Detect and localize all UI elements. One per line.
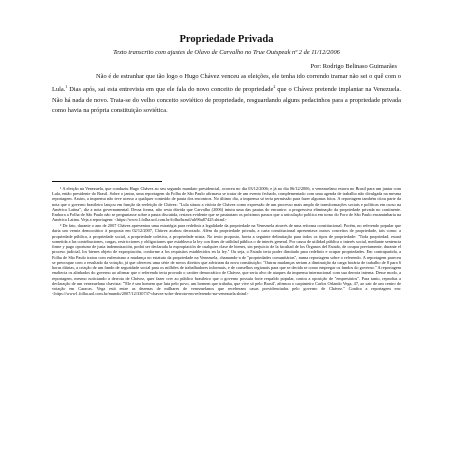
footnote-separator — [52, 181, 162, 182]
footnote-2: ² De fato, durante o ano de 2007 Chávez apresentou uma estratégia para redefinir a legalidade da propriedade na Venezuela através de uma reforma constitucional. Porém, no referendo popular que daria um verniz democrático à proposta em 02/12/2007, Chávez acabou derrotado. Além da propriedade privada, a carta constitucional apresentava outros conceitos de propriedade, tais como: a propriedade pública, a propriedade social, a propriedade coletiva, a propriedade mista. No texto proposto, havia a seguinte delimitação para todos os tipos de propriedade: "Toda propriedad, estará sometida a las contribuciones, cargas, restricciones y obligaciones que establezca la ley con fines de utilidad pública o de interés general. Por causa de utilidad pública o interés social, mediante sentencia firme y pago oportuno de justa indemnización, podrá ser declarada la expropiación de cualquier clase de bienes, sin perjuicio de la facultad de los Órganos del Estado, de ocupar previamente, durante el proceso judicial, los bienes objeto de expropiación, conforme a los requisitos establecidos en la ley." Ou seja, o Estado teria poder ilimitado para redefinir e ocupar propriedades. Em contrapartida, a Folha de São Paulo tratou com eufemismo a mudança no estatuto da propriedade na Venezuela, chamando-a de "propriedades comunitárias", numa reportagem sobre o referendo. A reportagem pareceu se preocupar com o resultado da votação, já que ofereceu uma série de novos direitos que adviriam da nova constituição: "Outras mudanças seriam a diminuição da carga horária de trabalho de 8 para 6 horas diárias, a criação de um fundo de seguridade social para os milhões de trabalhadores informais, e de conselhos regionais para que se decida se como empregar os fundos do governo." A reportagem enaltecia os alinhados do governo ao afirmar que o referendo teria provado o caráter democrático de Chávez, que seria alvo de ataques da imprensa internacional com sua derrota interna. Desse modo, a reportagem, mesmo noticiando a derrota de Chávez, quer fazer crer ao público brasileiro que o governo possuía forte respaldo popular, contra a oposição de "empresários". Para tanto, reproduz a declaração de um venezuelano chavista: "'Ele é um homem que luta pelo povo, um homem que trabaha, que vive só pelo Brasil', afirmou o carpinteiro Carlos Orlando Vega, 47, ao sair de um centro de votação em Caracas. Vega está entre as dezenas de milhares de venezuelanos que receberam casas providenciadas pelo governo de Chávez." Confira a reportagem em: <https://www1.folha.uol.com.br/mundo/2007/12/330737-chavez-sofre-derrota-em-referendo-na-venezuela.shtml> — [52, 223, 401, 297]
footnote-ref-1[interactable]: 1 — [65, 84, 68, 90]
paragraph-text-part1: Não é de estranhar que tão logo o Hugo Chávez venceu as eleições, ele tenha ido correndo tramar não sei o quê com o Lula. — [52, 73, 401, 94]
paragraph-text-part3: que o Chávez pretende implantar na Venezuela. Não há nada de novo. Trata-se do velho conceito soviético de propriedade, resguardando alguns pedacinhos para a propriedade privada como havia na própria constituição soviética. — [52, 86, 401, 115]
paragraph-text-part2: Dias após, sai esta entrevista em que ele fala do novo conceito de propriedade — [67, 86, 274, 94]
author-line: Por: Rodrigo Belinaso Guimarães — [310, 63, 397, 70]
footnote-1: ¹ A eleição na Venezuela, que conduziu Hugo Chávez ao seu segundo mandato presidencial, ocorreu no dia 03/12/2006; e já no dia 06/12/2006, o venezuelano estava no Brasil para um jantar com Lula, então presidente do Brasil. Sobre o jantar, uma reportagem da Folha de São Paulo afirmava se tratar de um evento fechado, complementado com uma agenda de trabalho não divulgada na mesma reportagem. Assim, a imprensa não teve acesso a qualquer conteúdo de pauta dos encontros. No último dia, a imprensa só teria permissão para fazer algumas fotos. A reportagem também citou parte da nota que o governo brasileiro lançou em função da reeleição de Chávez: "Lula situou a vitória de Chávez como expressão de um processo mais amplo de transformações sociais e políticas em curso na América Latina", diz a nota governamental. Dessa forma, não resta dúvida que Carvalho (2006) intuiu uma das pautas do encontro: a progressiva eliminação da propriedade privada no continente. Embora a Folha de São Paulo não se perguntasse sobre a pauta discutida, restava evidente que se pautariam os próximos passos que a articulação política em torno do Foro de São Paulo encaminharia na América Latina. Veja a reportagem: <https://www1.folha.uol.com.br/folha/brasil/ult96u87425.shtml> — [52, 185, 401, 223]
body-paragraph — [52, 72, 401, 117]
document-title: Propriedade Privada — [179, 34, 274, 45]
document-subtitle: Texto transcrito com ajustes de Olavo de Carvalho no True Outspeak nº 2 de 11/12/2006 — [113, 49, 340, 56]
footnote-ref-2[interactable]: 2 — [273, 84, 276, 90]
